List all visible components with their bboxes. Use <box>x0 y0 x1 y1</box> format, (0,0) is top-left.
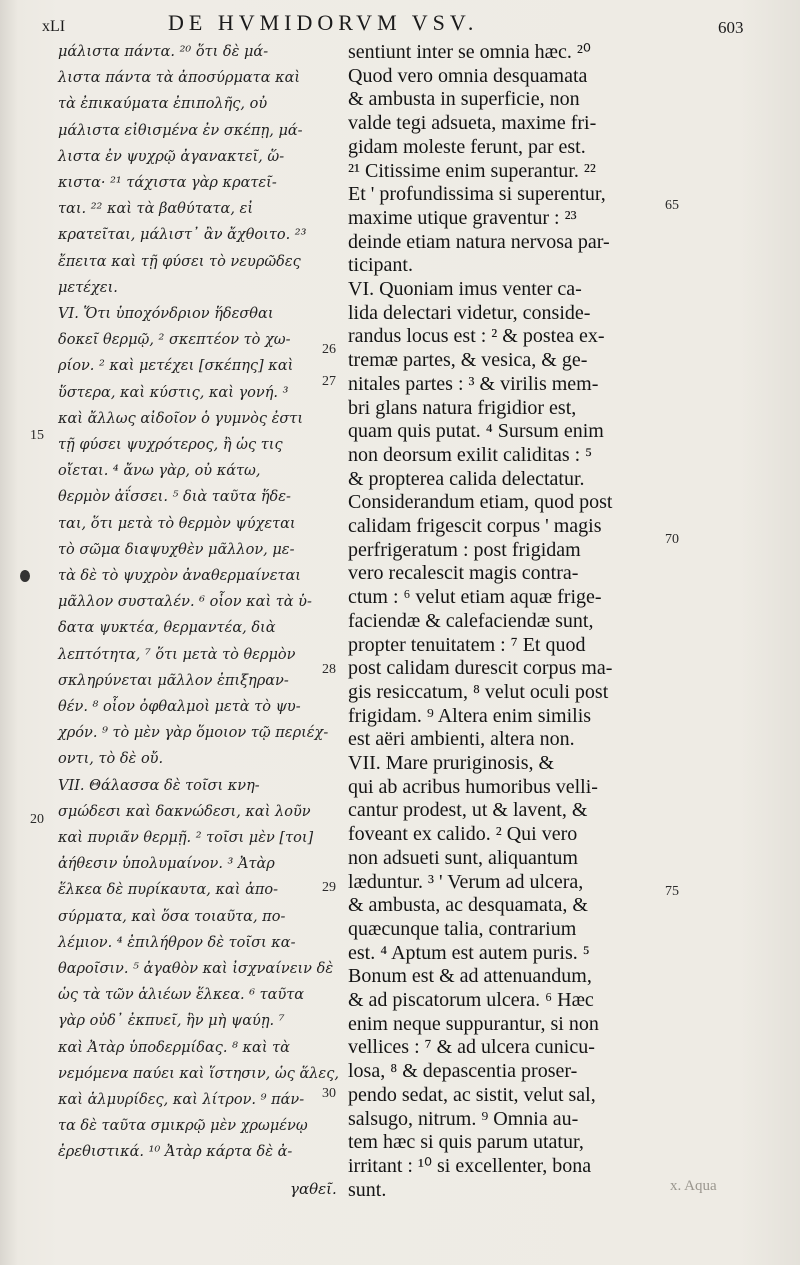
text-line: maxime utique graventur : ²³ <box>348 206 577 229</box>
text-line: ἐρεθιστικά. ¹⁰ Ἀτὰρ κάρτα δὲ ἀ- <box>58 1144 293 1161</box>
greek-catchword: γαθεῖ. <box>290 1180 337 1198</box>
text-line: ὕστερα, καὶ κύστις, καὶ γονή. ³ <box>58 384 289 401</box>
text-line: non adsueti sunt, aliquantum <box>348 846 578 869</box>
text-line: οντι, τὸ δὲ οὔ. <box>58 751 164 768</box>
text-line: pendo sedat, ac sistit, velut sal, <box>348 1083 596 1106</box>
text-line: est. ⁴ Aptum est autem puris. ⁵ <box>348 941 590 964</box>
text-line: randus locus est : ² & postea ex- <box>348 325 605 348</box>
running-header <box>0 8 800 40</box>
text-line: καὶ ἁλμυρίδες, καὶ λίτρον. ⁹ πάν- <box>58 1092 305 1108</box>
text-line: VI. Quoniam imus venter ca- <box>348 278 582 300</box>
text-line: ἔπειτα καὶ τῇ φύσει τὸ νευρῶδες <box>58 253 301 270</box>
text-line: Considerandum etiam, quod post <box>348 491 613 514</box>
text-line: σύρματα, καὶ ὅσα τοιαῦτα, πο- <box>58 908 286 925</box>
text-line: & propterea calida delectatur. <box>348 467 585 490</box>
text-line: quam quis putat. ⁴ Sursum enim <box>348 420 604 443</box>
text-line: τὸ σῶμα διαψυχθὲν μᾶλλον, με- <box>58 541 295 558</box>
text-line: non deorsum exilit caliditas : ⁵ <box>348 443 593 466</box>
text-line: gis resiccatum, ⁸ velut oculi post <box>348 680 609 703</box>
text-line: ρίον. ² καὶ μετέχει [σκέπης] καὶ <box>58 358 294 375</box>
text-line: calidam frigescit corpus ' magis <box>348 515 602 537</box>
text-line: sentiunt inter se omnia hæc. ²⁰ <box>348 41 591 63</box>
text-line: sunt. <box>348 1178 387 1201</box>
text-line: Et ' profundissima si superentur, <box>348 183 606 206</box>
page-number: 603 <box>718 18 744 37</box>
text-line: & ambusta in superficie, non <box>348 88 580 111</box>
text-line: ἕλκεα δὲ πυρίκαυτα, καὶ ἀπο- <box>58 882 279 899</box>
text-line: salsugo, nitrum. ⁹ Omnia au- <box>348 1107 579 1130</box>
text-line: propter tenuitatem : ⁷ Et quod <box>348 633 586 656</box>
margin-number: 27 <box>322 374 336 389</box>
text-line: μάλιστα εἰθισμένα ἐν σκέπῃ, μά- <box>58 122 303 139</box>
text-line: post calidam durescit corpus ma- <box>348 657 613 680</box>
text-line: λέμιον. ⁴ ἐπιλήθρον δὲ τοῖσι κα- <box>58 934 296 951</box>
margin-number: 29 <box>322 880 336 895</box>
text-line: καὶ ἄλλως αἰδοῖον ὁ γυμνὸς ἐστι <box>58 410 303 427</box>
text-line: losa, ⁸ & depascentia proser- <box>348 1060 578 1083</box>
header-signature: xLI <box>42 18 66 35</box>
text-line: tremæ partes, & vesica, & ge- <box>348 349 588 372</box>
text-line: ticipant. <box>348 254 413 277</box>
text-line: cantur prodest, ut & lavent, & <box>348 799 588 822</box>
footer-signature: x. Aqua <box>670 1178 717 1194</box>
text-line: qui ab acribus humoribus velli- <box>348 775 598 798</box>
text-line: κιστα· ²¹ τάχιστα γὰρ κρατεῖ- <box>58 175 277 191</box>
text-line: καὶ πυριᾶν θερμῇ. ² τοῖσι μὲν [τοι] <box>58 830 314 846</box>
text-line: λεπτότητα, ⁷ ὅτι μετὰ τὸ θερμὸν <box>58 646 296 663</box>
text-line: Quod vero omnia desquamata <box>348 64 588 87</box>
text-line: θερμὸν ἀΐσσει. ⁵ διὰ ταῦτα ἥδε- <box>58 489 291 506</box>
text-line: VI. Ὅτι ὑποχόνδριον ἥδεσθαι <box>58 306 274 322</box>
text-line: ²¹ Citissime enim superantur. ²² <box>348 159 596 182</box>
text-line: ἀήθεσιν ὑπολυμαίνον. ³ Ἀτὰρ <box>58 856 275 873</box>
text-line: foveant ex calido. ² Qui vero <box>348 823 578 846</box>
text-line: τὰ δὲ τὸ ψυχρὸν ἀναθερμαίνεται <box>58 568 301 584</box>
margin-number: 30 <box>322 1086 336 1101</box>
margin-number: 28 <box>322 662 336 677</box>
text-line: lida delectari videtur, conside- <box>348 301 591 324</box>
text-line: valde tegi adsueta, maxime fri- <box>348 112 597 135</box>
text-line: est aëri ambienti, altera non. <box>348 728 575 751</box>
margin-number: 15 <box>30 428 44 443</box>
text-line: nitales partes : ³ & virilis mem- <box>348 372 599 395</box>
text-line: σμώδεσι καὶ δακνώδεσι, καὶ λοῦν <box>58 803 311 820</box>
text-line: γὰρ οὐδ᾽ ἐκπυεῖ, ἣν μὴ ψαύῃ. ⁷ <box>58 1013 285 1030</box>
text-line: faciendæ & calefaciendæ sunt, <box>348 609 594 632</box>
text-line: ται. ²² καὶ τὰ βαθύτατα, εἰ <box>58 201 253 218</box>
text-line: τῇ φύσει ψυχρότερος, ἢ ὡς τις <box>58 437 283 453</box>
text-line: ται, ὅτι μετὰ τὸ θερμὸν ψύχεται <box>58 515 296 532</box>
margin-number: 70 <box>665 532 679 547</box>
text-line: irritant : ¹⁰ si excellenter, bona <box>348 1154 592 1177</box>
margin-number: 75 <box>665 884 679 899</box>
text-line: gidam moleste ferunt, par est. <box>348 135 586 158</box>
text-line: ctum : ⁶ velut etiam aquæ frige- <box>348 586 602 609</box>
text-line: læduntur. ³ ' Verum ad ulcera, <box>348 870 584 893</box>
text-line: μᾶλλον συσταλέν. ⁶ οἷον καὶ τὰ ὑ- <box>58 594 312 611</box>
header-title: DE HVMIDORVM VSV. <box>168 10 479 35</box>
text-line: τὰ ἐπικαύματα ἐπιπολῆς, οὐ <box>58 96 268 113</box>
text-line: & ad piscatorum ulcera. ⁶ Hæc <box>348 989 594 1011</box>
text-line: vero recalescit magis contra- <box>348 562 579 585</box>
text-line: & ambusta, ac desquamata, & <box>348 894 588 917</box>
text-line: μετέχει. <box>58 279 118 296</box>
text-line: λιστα ἐν ψυχρῷ ἀγανακτεῖ, ὥ- <box>58 148 285 165</box>
margin-number: 26 <box>322 342 336 357</box>
text-line: κρατεῖται, μάλιστ᾽ ἂν ἄχθοιτο. ²³ <box>58 227 307 244</box>
text-line: μάλιστα πάντα. ²⁰ ὅτι δὲ μά- <box>58 44 269 60</box>
text-line: vellices : ⁷ & ad ulcera cunicu- <box>348 1036 595 1059</box>
text-line: Bonum est & ad attenuandum, <box>348 965 592 988</box>
text-line: νεμόμενα παύει καὶ ἵστησιν, ὡς ἅλες, <box>58 1065 339 1082</box>
text-line: ὡς τὰ τῶν ἁλιέων ἕλκεα. ⁶ ταῦτα <box>58 987 305 1004</box>
margin-number: 65 <box>665 198 679 213</box>
text-line: perfrigeratum : post frigidam <box>348 538 581 561</box>
text-line: θέν. ⁸ οἷον ὀφθαλμοὶ μετὰ τὸ ψυ- <box>58 699 301 715</box>
text-line: τα δὲ ταῦτα σμικρῷ μὲν χρωμένῳ <box>58 1118 308 1135</box>
margin-number: 20 <box>30 812 44 827</box>
text-line: VII. Θάλασσα δὲ τοῖσι κνη- <box>58 777 260 794</box>
text-line: frigidam. ⁹ Altera enim similis <box>348 704 592 727</box>
text-line: οἴεται. ⁴ ἄνω γὰρ, οὐ κάτω, <box>58 463 261 480</box>
text-line: deinde etiam natura nervosa par- <box>348 230 610 253</box>
text-line: VII. Mare pruriginosis, & <box>348 752 555 774</box>
text-line: quæcunque talia, contrarium <box>348 917 577 940</box>
text-line: δατα ψυκτέα, θερμαντέα, διὰ <box>58 620 276 637</box>
ink-blot <box>20 570 30 582</box>
text-line: θαροῖσιν. ⁵ ἀγαθὸν καὶ ἰσχναίνειν δὲ <box>58 961 334 977</box>
text-line: δοκεῖ θερμῷ, ² σκεπτέον τὸ χω- <box>58 332 291 349</box>
text-line: bri glans natura frigidior est, <box>348 396 577 419</box>
text-line: tem hæc si quis parum utatur, <box>348 1131 584 1154</box>
text-line: σκληρύνεται μᾶλλον ἐπιξηραν- <box>58 672 289 689</box>
text-line: χρόν. ⁹ τὸ μὲν γὰρ ὅμοιον τῷ περιέχ- <box>58 725 329 742</box>
text-line: καὶ Ἀτὰρ ὑποδερμίδας. ⁸ καὶ τὰ <box>58 1039 290 1056</box>
text-line: λιστα πάντα τὰ ἀποσύρματα καὶ <box>58 70 301 87</box>
text-line: enim neque suppurantur, si non <box>348 1012 599 1035</box>
